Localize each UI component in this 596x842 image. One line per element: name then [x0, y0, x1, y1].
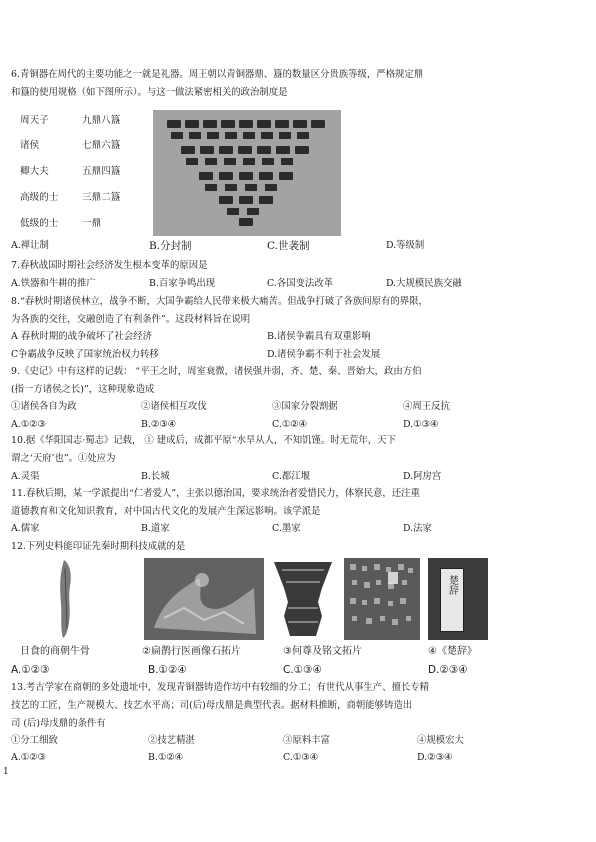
q10-option-b[interactable]: B.长城 — [141, 471, 170, 482]
q13-items — [11, 735, 571, 749]
q12-option-b[interactable]: B.①②④ — [148, 664, 187, 676]
oracle-bone-image — [56, 558, 78, 640]
q6-option-d[interactable]: D.等级制 — [386, 240, 425, 251]
q13-stem-line1: 13.考古学家在商朝的多处遗址中，发现青铜器铸造作坊中有较细的分工；有世代从事生产、擅长专精 — [11, 682, 430, 693]
q11-option-d[interactable]: D.法家 — [403, 523, 432, 534]
rank-row — [20, 218, 102, 230]
q10-option-d[interactable]: D.阿房宫 — [403, 471, 442, 482]
q13-option-c[interactable]: C.①③④ — [283, 752, 319, 763]
q8-option-a[interactable]: A 春秋时期的战争破坏了社会经济 — [11, 331, 153, 342]
rank-title: 诸侯 — [20, 140, 40, 151]
chuci-book-image — [428, 558, 488, 640]
q13-option-a[interactable]: A.①②③ — [11, 752, 46, 763]
q9-options — [11, 419, 571, 433]
bianque-stone-rubbing-image — [144, 558, 264, 640]
q12-caption-4: ④《楚辞》 — [428, 646, 477, 657]
q13-option-d[interactable]: D.②③④ — [417, 752, 453, 763]
q13-options — [11, 752, 571, 766]
q13-item-2: ②技艺精湛 — [148, 735, 195, 746]
oracle-bone-illustration — [56, 558, 78, 640]
q11-stem-line2: 道德教育和文化知识教育，对中国古代文化的发展产生深远影响。该学派是 — [11, 506, 321, 517]
q13-item-1: ①分工细致 — [11, 735, 58, 746]
q9-item-3: ③国家分裂割据 — [272, 401, 338, 412]
q8-options-row2 — [11, 349, 571, 363]
q9-item-2: ②诸侯相互攻伐 — [141, 401, 207, 412]
book-title-label — [440, 568, 464, 632]
q8-option-d[interactable]: D.诸侯争霸不利于社会发展 — [267, 349, 381, 360]
q6-stem-line1: 6.青铜器在周代的主要功能之一就是礼器。周王朝以青铜器鼎、簋的数量区分贵族等级，严格规定鼎 — [11, 69, 424, 80]
ding-gui-pyramid-photo — [153, 110, 341, 236]
q8-stem-line2: 为各族的交往，交融创造了有利条件”。这段材料旨在说明 — [11, 314, 251, 325]
q8-option-c[interactable]: C争霸战争反映了国家统治权力转移 — [11, 349, 159, 360]
q9-option-d[interactable]: D.①③④ — [403, 419, 439, 430]
q12-stem: 12.下列史料能印证先秦时期科技成就的是 — [11, 541, 186, 552]
q7-option-a[interactable]: A.铁器和牛耕的推广 — [11, 278, 96, 289]
rank-rule: 三鼎二簋 — [82, 192, 121, 203]
rank-rule: 七鼎六簋 — [82, 140, 121, 151]
q7-option-c[interactable]: C.各国变法改革 — [267, 278, 334, 289]
rank-title: 周天子 — [20, 115, 49, 126]
page-margin-mark: 1 — [3, 767, 9, 777]
q13-item-3: ③原料丰富 — [283, 735, 330, 746]
stone-rubbing-illustration — [144, 558, 264, 640]
q11-option-b[interactable]: B.道家 — [141, 523, 170, 534]
q13-stem-line2: 技艺的工匠，生产规模大、技艺水平高；司(后)母戊鼎是典型代表。据材料推断，商朝能够铸造出 — [11, 700, 413, 711]
q8-option-b[interactable]: B.诸侯争霸具有双重影响 — [267, 331, 371, 342]
rank-rule: 一鼎 — [82, 218, 102, 229]
rank-title: 低级的士 — [20, 218, 59, 229]
inscription-rubbing-illustration — [344, 558, 420, 640]
q11-option-c[interactable]: C.墨家 — [272, 523, 301, 534]
rank-title: 高级的士 — [20, 192, 59, 203]
q9-items — [11, 401, 571, 415]
q9-option-a[interactable]: A.①②③ — [11, 419, 46, 430]
q12-option-d[interactable]: D.②③④ — [428, 664, 468, 676]
rank-row — [20, 115, 121, 127]
rank-row — [20, 166, 121, 178]
q6-stem-line2: 和簋的使用规格（如下图所示）。与这一做法紧密相关的政治制度是 — [11, 87, 288, 98]
q9-option-c[interactable]: C.①②④ — [272, 419, 308, 430]
q8-options-row1 — [11, 331, 571, 345]
book-title-text: 楚辞 — [446, 575, 458, 595]
q10-stem-line1: 10.据《华阳国志·蜀志》记载， ① 建成后，成都平原“水旱从人，不知饥馑。时无荒年，天下 — [11, 435, 396, 446]
q13-item-4: ④规模宏大 — [417, 735, 464, 746]
q13-option-b[interactable]: B.①②④ — [148, 752, 184, 763]
q9-stem-line1: 9.《史记》中有这样的记载： “平王之时，周室衰微，诸侯强并弱，齐、楚、秦、晋始大，政由方伯 — [11, 366, 422, 377]
q11-option-a[interactable]: A.儒家 — [11, 523, 40, 534]
rank-row — [20, 140, 121, 152]
rank-rule: 九鼎八簋 — [82, 115, 121, 126]
q9-item-1: ①诸侯各自为政 — [11, 401, 77, 412]
q7-stem: 7.春秋战国时期社会经济发生根本变革的原因是 — [11, 260, 208, 271]
rank-row — [20, 192, 121, 204]
q6-option-a[interactable]: A.禅让制 — [11, 240, 49, 251]
rank-title: 卿大夫 — [20, 166, 49, 177]
q9-item-4: ④周王反抗 — [403, 401, 450, 412]
q6-option-b[interactable]: B.分封制 — [149, 240, 192, 252]
q12-caption-3: ③何尊及铭文拓片 — [283, 646, 362, 657]
q12-option-c[interactable]: C.①③④ — [283, 664, 322, 676]
he-zun-vessel-illustration — [268, 558, 338, 640]
q12-option-a[interactable]: A.①②③ — [11, 664, 50, 676]
q10-options — [11, 471, 571, 485]
q11-stem-line1: 11.春秋后期，某一学派提出“仁者爱人”，主张以德治国，要求统治者爱惜民力，体察民意，还注重 — [11, 488, 420, 499]
q7-option-d[interactable]: D.大规模民族交融 — [386, 278, 462, 289]
q9-stem-line2: (指一方诸侯之长)”，这种现象造成 — [11, 384, 155, 395]
q10-option-a[interactable]: A.灵渠 — [11, 471, 40, 482]
q7-option-b[interactable]: B.百家争鸣出现 — [149, 278, 216, 289]
q10-option-c[interactable]: C.都江堰 — [272, 471, 310, 482]
rank-rule: 五鼎四簋 — [82, 166, 121, 177]
q6-option-c[interactable]: C.世袭制 — [267, 240, 310, 252]
q12-caption-2: ②扁鹊行医画像石拓片 — [142, 646, 241, 657]
he-zun-image — [268, 558, 338, 640]
q8-stem-line1: 8.“春秋时期诸侯林立，战争不断，大国争霸给人民带来极大痛苦。但战争打破了各族间原有的界限， — [11, 296, 428, 307]
q11-options — [11, 523, 571, 537]
q10-stem-line2: 谓之‘天府’也”。①处应为 — [11, 453, 116, 464]
q9-option-b[interactable]: B.②③④ — [141, 419, 177, 430]
q6-options — [11, 240, 571, 254]
q13-stem-line3: 司 (后)母戊鼎的条件有 — [11, 718, 106, 729]
q7-options — [11, 278, 571, 292]
bronze-vessels-illustration — [153, 110, 341, 236]
q12-caption-1: 日食的商朝牛骨 — [20, 646, 90, 657]
inscription-rubbing-image — [344, 558, 420, 640]
